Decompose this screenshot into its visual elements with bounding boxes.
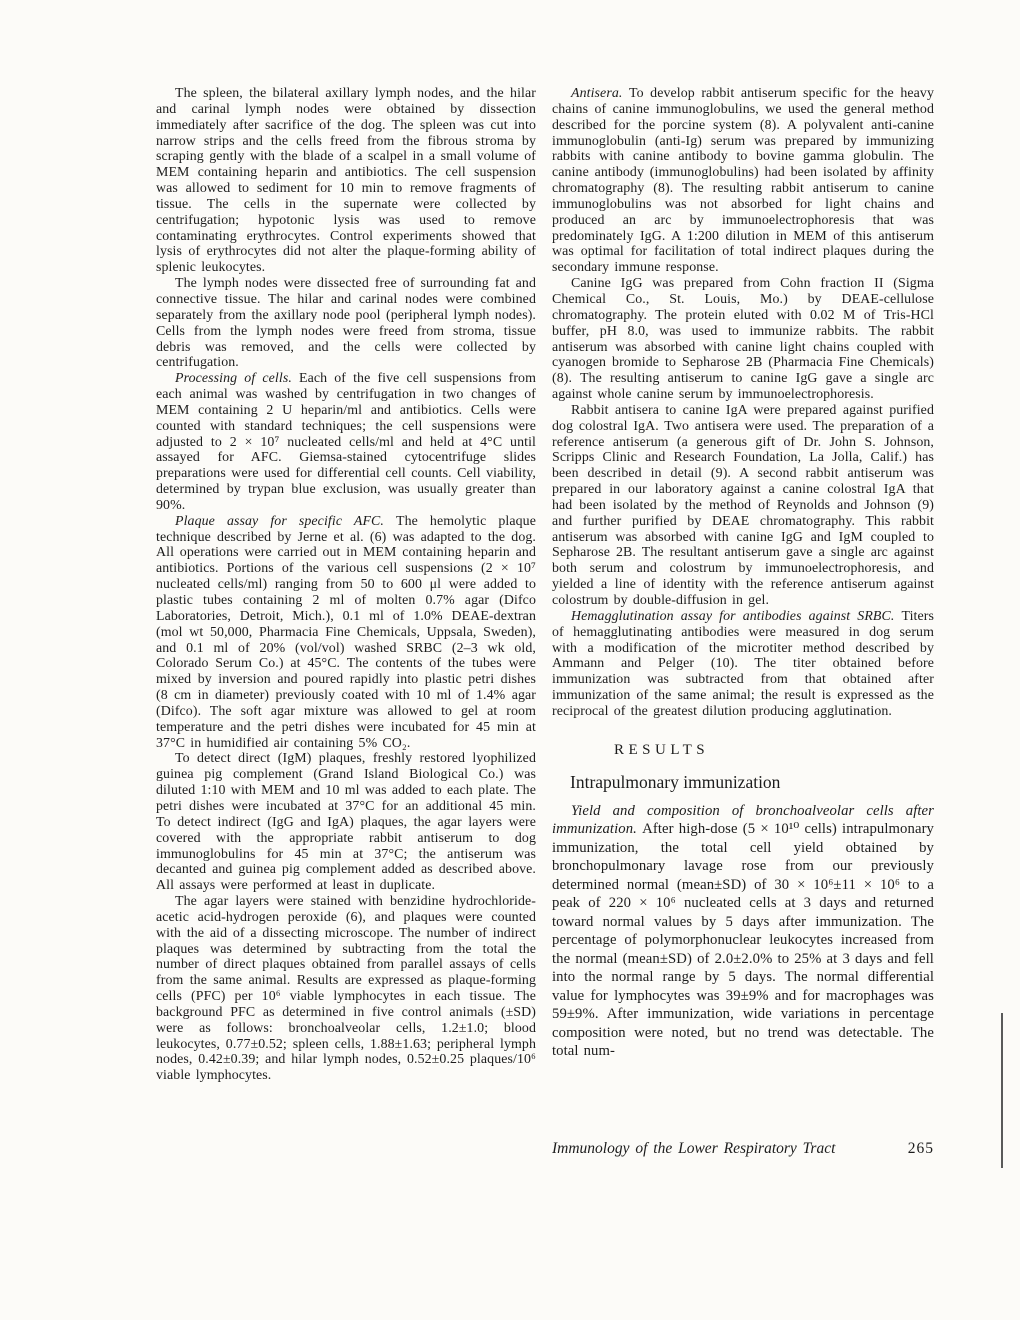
paragraph-lead: Antisera. — [571, 86, 629, 101]
paragraph: Hemagglutination assay for antibodies against SRBC. Titers of hemagglutinating antibodies were measured in dog serum with a modification of the microtiter method described by Ammann and Pelger (10). The titer obtained before immunization was subtracted from that obtained after immunization of the same animal; the result is expressed as the reciprocal of the greatest dilution producing agglutination. — [552, 608, 934, 719]
paragraph: To detect direct (IgM) plaques, freshly restored lyophilized guinea pig complement (Grand Island Biological Co.) was diluted 1:10 with MEM and 10 ml was added to each plate. The petri dishes were incubated at 37°C for an additional 45 min. To detect indirect (IgG and IgA) plaques, the agar layers were covered with the appropriate rabbit antiserum to dog immunoglobulins for 45 min at 37°C; the antiserum was decanted and guinea pig complement added as described above. All assays were performed at least in duplicate. — [156, 751, 536, 894]
running-title: Immunology of the Lower Respiratory Tract — [552, 1140, 836, 1157]
paragraph: The spleen, the bilateral axillary lymph nodes, and the hilar and carinal lymph nodes were obtained by dissection immediately after sacrifice of the dog. The spleen was cut into narrow strips and the cells freed from the fibrous stroma by scraping gently with the blade of a scalpel in a small volume of MEM containing heparin and antibiotics. The cell suspension was allowed to sediment for 10 min to remove fragments of tissue. The cells in the supernate were collected by centrifugation; hypotonic lysis was used to remove contaminating erythrocytes. Control experiments showed that lysis of erythrocytes did not alter the plaque-forming ability of splenic leukocytes. — [156, 86, 536, 276]
paragraph: Processing of cells. Each of the five cell suspensions from each animal was washed by centrifugation in two changes of MEM containing 2 U heparin/ml and antibiotics. Cells were counted with standard techniques; the cell suspensions were adjusted to 2 × 10⁷ nucleated cells/ml and held at 4°C until assayed for AFC. Giemsa-stained cytocentrifuge slides preparations were used for differential cell counts. Cell viability, determined by trypan blue exclusion, was usually greater than 90%. — [156, 371, 537, 513]
paragraph: Antisera. To develop rabbit antiserum specific for the heavy chains of canine immunoglobulins, we used the general method described for the porcine system (8). A polyvalent anti-canine immunoglobulin (anti-Ig) serum was prepared by immunizing rabbits with canine antibody to bovine gamma globulin. The canine antibody (immunoglobulins) had been isolated by affinity chromatography (8). The resulting rabbit antiserum to canine immunoglobulins was not absorbed for light chains and produced an arc by immunoelectrophoresis that was predominately IgG. A 1:200 dilution in MEM of this antiserum was optimal for facilitation of total indirect plaques during the secondary immune response. — [552, 86, 935, 276]
paragraph: The agar layers were stained with benzidine hydrochloride-acetic acid-hydrogen peroxide (6), and plaques were counted with the aid of a dissecting microscope. The number of indirect plaques was determined by subtracting from the total the number of direct plaques obtained from parallel assays of cells from the same animal. Results are expressed as plaque-forming cells (PFC) per 10⁶ viable lymphocytes in each tissue. The background PFC as determined in five control animals (±SD) were as follows: bronchoalveolar cells, 1.2±1.0; blood leukocytes, 0.77±0.52; spleen cells, 1.88±1.63; peripheral lymph nodes, 0.42±0.39; and hilar lymph nodes, 0.52±0.25 plaques/10⁶ viable lymphocytes. — [156, 894, 536, 1084]
paragraph: The lymph nodes were dissected free of surrounding fat and connective tissue. The hilar and carinal nodes were combined separately from the axillary node pool (peripheral lymph nodes). Cells from the lymph nodes were freed from stroma, tissue debris was removed, and the cells were collected by centrifugation. — [156, 276, 536, 371]
subsection-heading: Intrapulmonary immunization — [570, 771, 781, 792]
paragraph: Yield and composition of bronchoalveolar cells after immunization. After high-dose (5 × 10¹⁰ cells) intrapulmonary immunization, the total cell yield obtained by bronchopulmonary lavage rose from our previously determined normal (mean±SD) of 30 × 10⁶±11 × 10⁶ to a peak of 220 × 10⁶ nucleated cells at 3 days and returned toward normal values by 5 days after immunization. The percentage of polymorphonuclear leukocytes increased from the normal (mean±SD) of 2.0±2.0% to 25% at 3 days and fell into the normal range by 5 days. The normal differential value for lymphocytes was 39±9% and for macrophages was 59±9%. After immunization, wide variations in percentage composition were noted, but no trend was detectable. The total num- — [552, 802, 935, 1060]
page-number: 265 — [907, 1140, 934, 1157]
footer — [552, 1140, 934, 1158]
paragraph: Plaque assay for specific AFC. The hemolytic plaque technique described by Jerne et al. (6) was adapted to the dog. All operations were carried out in MEM containing heparin and antibiotics. Portions of the various cell suspensions (2 × 10⁷ nucleated cells/ml) ranging from 50 to 600 μl were added to plastic tubes containing 2 ml of molten 0.7% agar (Difco Laboratories, Detroit, Mich.), 0.1 ml of 1.0% DEAE-dextran (mol wt 50,000, Pharmacia Fine Chemicals, Uppsala, Sweden), and 0.1 ml of 20% (vol/vol) washed SRBC (2–3 wk old, Colorado Serum Co.) at 45°C. The contents of the tubes were mixed by inversion and poured rapidly into plastic petri dishes (8 cm in diameter) previously coated with 10 ml of 1.4% agar (Difco). The soft agar mixture was allowed to gel at room temperature and the petri dishes were incubated for 45 min at 37°C in humidified air containing 5% CO₂. — [156, 513, 536, 751]
paragraph: Canine IgG was prepared from Cohn fraction II (Sigma Chemical Co., St. Louis, Mo.) by DEAE-cellulose chromatography. The protein eluted with 0.02 M of Tris-HCl buffer, pH 8.0, was used to immunize rabbits. The rabbit antiserum was absorbed with canine light chains coupled with cyanogen bromide to Sepharose 2B (Pharmacia Fine Chemicals) (8). The resulting antiserum to canine IgG gave a single arc against whole canine serum by immunoelectrophoresis. — [552, 276, 934, 403]
left-column — [156, 86, 536, 1084]
paragraph-lead: Yield and composition of bronchoalveolar cells after immunization. — [552, 802, 934, 838]
section-heading: RESULTS — [614, 741, 710, 758]
scan-artifact-line — [1001, 1013, 1003, 1168]
paragraph-lead: Processing of cells. — [175, 371, 299, 387]
paragraph: Rabbit antisera to canine IgA were prepared against purified dog colostral IgA. Two antisera were used. The preparation of a reference antiserum (a generous gift of Dr. John S. Johnson, Scripps Clinic and Research Foundation, La Jolla, Calif.) has been described in detail (9). A second rabbit antiserum was prepared in our laboratory against a canine colostral IgA that had been isolated by the method of Reynolds and Johnson (9) and further purified by DEAE chromatography. This rabbit antiserum was absorbed with canine IgG and IgM coupled to Sepharose 2B. The resultant antiserum gave a single arc against both serum and colostrum by immunoelectrophoresis, and yielded a line of identity with the reference antiserum against colostrum by double-diffusion in gel. — [552, 402, 934, 608]
paragraph-lead: Hemagglutination assay for antibodies against SRBC. — [571, 608, 902, 624]
right-column — [552, 86, 934, 1061]
paragraph-lead: Plaque assay for specific AFC. — [175, 513, 396, 529]
